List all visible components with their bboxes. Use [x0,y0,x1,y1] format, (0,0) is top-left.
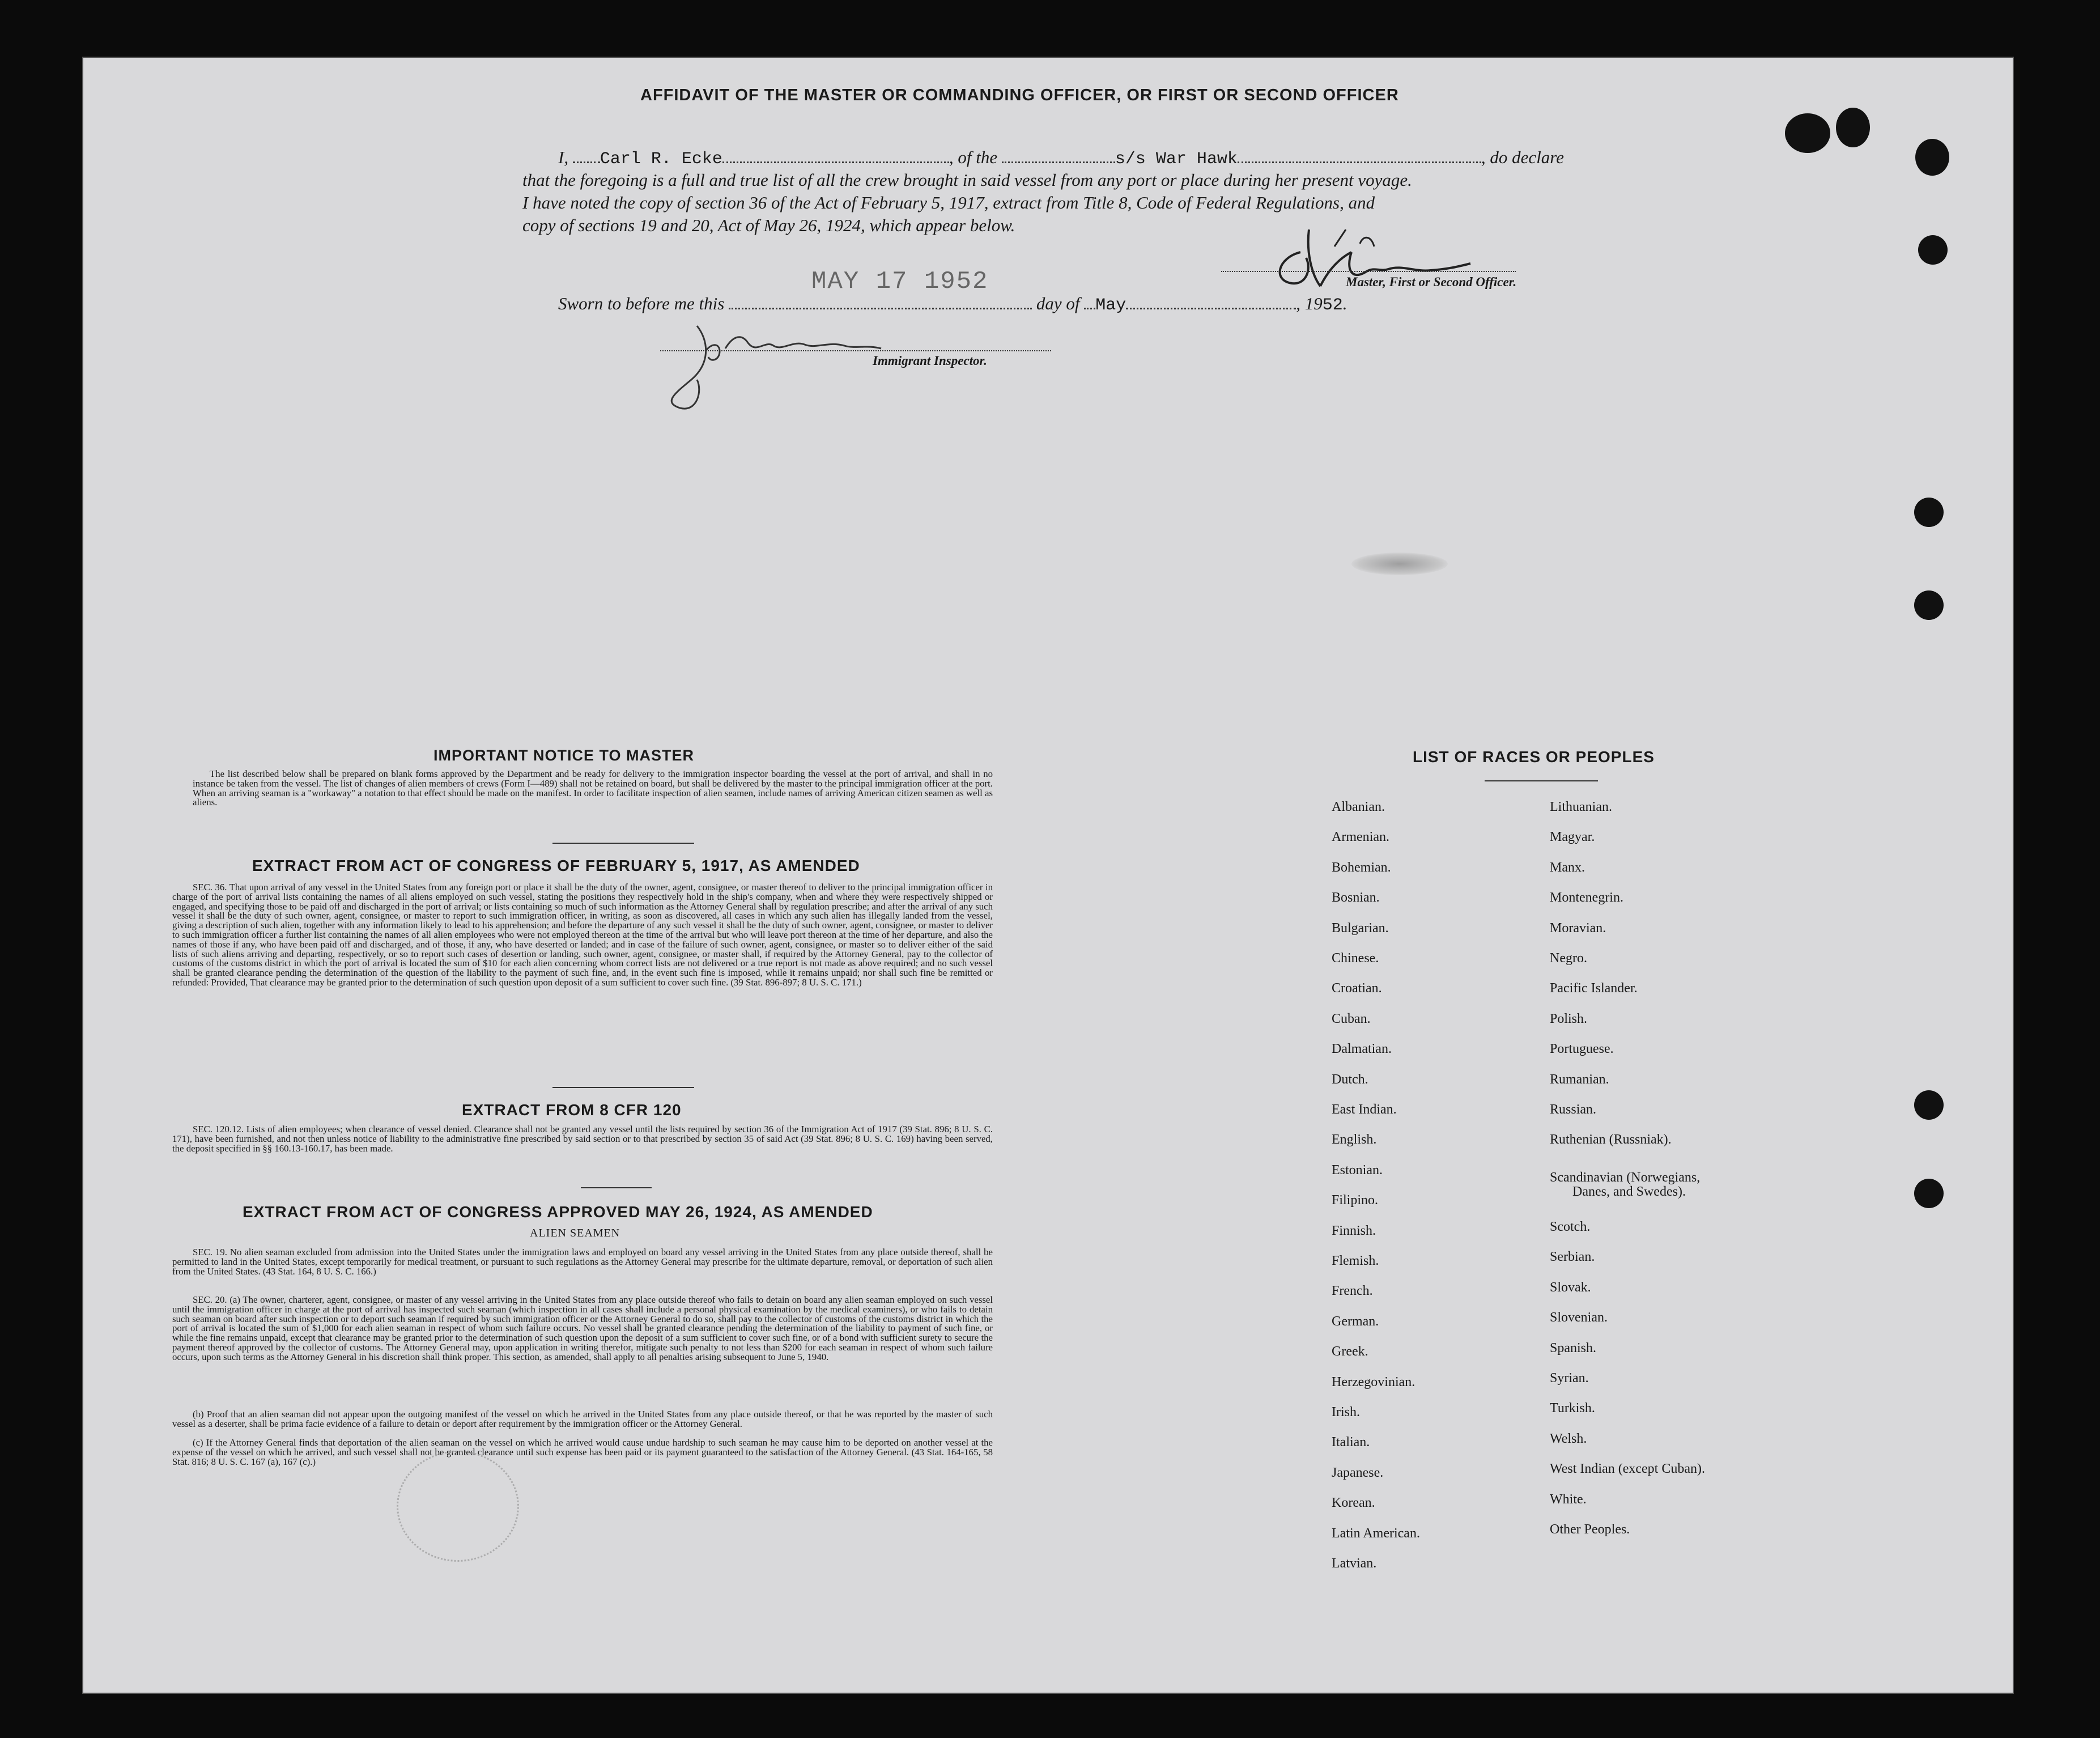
race-list-item: Korean. [1332,1495,1375,1511]
race-list-item: Chinese. [1332,951,1379,966]
punch-hole [1914,1090,1944,1120]
i-label: I, [558,147,569,167]
declaration-line-3: I have noted the copy of section 36 of the Act of February 5, 1917, extract from Title 8, Code of Federal Regulations, and [522,193,1375,213]
race-list-item: Cuban. [1332,1011,1371,1026]
races-title: LIST OF RACES OR PEOPLES [1413,748,1655,766]
race-list-item: German. [1332,1314,1379,1329]
race-list-item: East Indian. [1332,1102,1397,1117]
race-list-item: Serbian. [1550,1250,1595,1265]
do-declare-label: , do declare [1481,147,1564,167]
sworn-month: May [1095,296,1126,315]
master-caption: Master, First or Second Officer. [1346,275,1517,289]
race-list-item: Russian. [1550,1102,1597,1117]
race-list-item: Danes, and Swedes). [1572,1184,1686,1199]
inspector-signature-line [660,350,1051,351]
race-list-item: Greek. [1332,1344,1368,1359]
race-list-item: Finnish. [1332,1223,1376,1238]
master-name: Carl R. Ecke [600,150,722,169]
race-list-item: Ruthenian (Russniak). [1550,1132,1672,1148]
divider [552,1087,694,1088]
divider [1485,780,1598,781]
race-list-item: Flemish. [1332,1253,1379,1268]
race-list-item: Albanian. [1332,800,1385,814]
of-the-label: , of the [949,147,998,167]
master-signature-line [1221,271,1516,272]
extract-1924-sec20: SEC. 20. (a) The owner, charterer, agent, consignee, or master of any vessel arriving in the United States from any place outside thereof who fails to detain on board any alien seaman employed on such vessel until the immigration officer in charge at the port of arrival has inspected such seaman (which inspection in all cases shall include a personal physical examination by the medical examiners), or who fails to detain such seaman on board after such inspection or to deport such seaman if required by such immigration officer or the Attorney General to do so, shall pay to the collector of customs of the customs district in which the port of arrival is located the sum of $1,000 for each alien seaman in respect of whom such failure occurs. No vessel shall be granted clearance pending the determination of the liability to payment of such fine, or while the fine remains unpaid, except that clearance may be granted prior to the determination of such question upon the deposit of a sum sufficient to cover such fine, or of a bond with sufficient surety to secure the payment thereof approved by the collector of customs. The Attorney General may, upon application in writing therefor, mitigate such penalty to not less than $200 for each seaman in respect of whom such failure occurs, upon such terms as the Attorney General in his discretion shall think proper. This section, as amended, shall apply to all penalties arising subsequent to June 5, 1940. [172,1294,993,1362]
dotted-leader [1084,295,1095,309]
race-list-item: Syrian. [1550,1371,1589,1386]
extract-1924-title: EXTRACT FROM ACT OF CONGRESS APPROVED MAY 26, 1924, AS AMENDED [243,1203,873,1221]
race-list-item: Herzegovinian. [1332,1374,1415,1389]
affidavit-title: AFFIDAVIT OF THE MASTER OR COMMANDING OFFICER, OR FIRST OR SECOND OFFICER [640,86,1399,104]
race-list-item: Other Peoples. [1550,1522,1630,1537]
race-list-item: Estonian. [1332,1162,1383,1178]
race-list-item: Slovak. [1550,1280,1591,1295]
race-list-item: Dutch. [1332,1072,1368,1087]
extract-1924-sec20b: (b) Proof that an alien seaman did not appear upon the outgoing manifest of the vessel on which he arrived in the United States from any place outside thereof, or that he was reported by the master of such vessel as a deserter, shall be prima facie evidence of a failure to detain or deport after requirement by the immigration officer or the Attorney General. [172,1409,993,1429]
race-list-item: White. [1550,1491,1587,1507]
extract-8cfr-title: EXTRACT FROM 8 CFR 120 [462,1101,682,1119]
day-of-label: day of [1036,294,1080,313]
extract-1924-sec20c: (c) If the Attorney General finds that deportation of the alien seaman on the vessel on which he arrived would cause undue hardship to such seaman he may cause him to be deported on another vessel at the expense of the vessel on which he arrived, and such vessel shall not be granted clearance until such expense has been paid or its payment guaranteed to the satisfaction of the Attorney General. (43 Stat. 164-165, 58 Stat. 816; 8 U. S. C. 167 (a), 167 (c).) [172,1437,993,1467]
race-list-item: Spanish. [1550,1340,1597,1355]
dotted-leader [729,295,1032,309]
sworn-label: Sworn to before me this [558,294,725,313]
dotted-leader [722,149,949,163]
dotted-leader [1238,149,1481,163]
race-list-item: Croatian. [1332,981,1382,996]
punch-hole [1914,1179,1944,1208]
race-list-item: Bosnian. [1332,890,1380,906]
punch-hole [1915,139,1949,176]
declaration-line-1 [558,147,1564,169]
race-list-item: West Indian (except Cuban). [1550,1461,1705,1477]
race-list-item: Bulgarian. [1332,920,1389,936]
race-list-item: Scotch. [1550,1219,1591,1234]
sworn-year: 52 [1322,296,1343,315]
punch-hole [1914,590,1944,620]
race-list-item: Rumanian. [1550,1072,1609,1087]
punch-hole [1785,113,1830,153]
vessel-name: s/s War Hawk [1115,150,1238,169]
date-stamp: MAY 17 1952 [811,267,989,296]
smudge-mark [1351,553,1448,575]
circular-seal [397,1451,519,1562]
year-prefix: , 19 [1296,294,1323,313]
race-list-item: Italian. [1332,1435,1370,1450]
race-list-item: Latin American. [1332,1525,1420,1541]
race-list-item: Welsh. [1550,1431,1587,1446]
declaration-line-4: copy of sections 19 and 20, Act of May 26, 1924, which appear below. [522,215,1015,235]
race-list-item: Armenian. [1332,830,1389,845]
race-list-item: Turkish. [1550,1401,1595,1416]
race-list-item: Portuguese. [1550,1042,1614,1057]
race-list-item: Filipino. [1332,1193,1379,1208]
dotted-leader [573,149,600,163]
period: . [1342,294,1347,313]
extract-1924-sec19: SEC. 19. No alien seaman excluded from admission into the United States under the immigration laws and employed on board any vessel arriving in the United States from any place outside thereof, shall be permitted to land in the United States, except temporarily for medical treatment, or pursuant to such regulations as the Attorney General may prescribe for the ultimate departure, removal, or deportation of such alien from the United States. (43 Stat. 164, 8 U. S. C. 166.) [172,1247,993,1277]
declaration-line-2: that the foregoing is a full and true list of all the crew brought in said vessel from any port or place during her present voyage. [522,170,1412,190]
race-list-item: Latvian. [1332,1556,1377,1571]
punch-hole [1918,235,1948,265]
notice-body: The list described below shall be prepared on blank forms approved by the Department and be ready for delivery to the immigration inspector boarding the vessel at the port of arrival, and shall in no instance be taken from the vessel. The list of changes of alien members of crews (Form I—489) shall not be retained on board, but shall be delivered by the master to the principal immigration officer at the port. When an arriving seaman is a "workaway" a notation to that effect should be made on the manifest. In order to facilitate inspection of alien seamen, include names of arriving American citizen seamen as well as aliens. [193,768,993,808]
divider [581,1187,652,1188]
extract-1917-title: EXTRACT FROM ACT OF CONGRESS OF FEBRUARY 5, 1917, AS AMENDED [252,857,860,874]
race-list-item: Pacific Islander. [1550,981,1638,996]
extract-8cfr-body: SEC. 120.12. Lists of alien employees; when clearance of vessel denied. Clearance shall not be granted any vessel until the lists required by section 36 of the Immigration Act of 1917 (39 Stat. 896; 8 U. S. C. 171), have been furnished, and not then unless notice of liability to the administrative fine prescribed by said section or to that prescribed by section 35 of said Act (39 Stat. 896; 8 U. S. C. 169) having been served, the deposit specified in §§ 160.13-160.17, has been made. [172,1124,993,1154]
punch-hole [1914,498,1944,527]
race-list-item: Slovenian. [1550,1310,1608,1325]
race-list-item: Scandinavian (Norwegians, [1550,1170,1701,1185]
alien-seamen-subtitle: ALIEN SEAMEN [530,1227,620,1239]
sworn-line [558,294,1347,315]
race-list-item: Magyar. [1550,830,1595,845]
race-list-item: Manx. [1550,860,1585,875]
race-list-item: English. [1332,1132,1377,1148]
race-list-item: Montenegrin. [1550,890,1623,906]
dotted-leader [1002,149,1115,163]
race-list-item: French. [1332,1284,1373,1299]
extract-1917-body: SEC. 36. That upon arrival of any vessel in the United States from any foreign port or place it shall be the duty of the owner, agent, consignee, or master thereof to deliver to the principal immigration officer in charge of the port of arrival lists containing the names of all aliens employed on such vessel, stating the positions they respectively hold in the ship's company, when and where they were respectively shipped or engaged, and specifying those to be paid off and discharged in the port of arrival; or lists containing so much of such information as the Attorney General shall by regulation prescribe; and after the arrival of any such vessel it shall be the duty of such owner, agent, consignee, or master to report to such immigration officer, in writing, as soon as discovered, all cases in which any such alien has illegally landed from the vessel, giving a description of such alien, together with any information likely to lead to his apprehension; and before the departure of any such vessel it shall be the duty of such owner, agent, consignee, or master to deliver to such immigration officer a further list containing the names of all alien employees who were not employed thereon at the time of the arrival but who will leave port thereon at the time of her departure, and also the names of those if any, who have been paid off and discharged, and of those, if any, who have deserted or landed; and in case of the failure of such owner, agent, consignee, or master so to deliver either of the said lists of such aliens arriving and departing, respectively, or so to report such cases of desertion or landing, such owner, agent, consignee, or master shall, if required by the Attorney General, pay to the collector of customs of the customs district in which the port of arrival is located the sum of $10 for each alien concerning whom correct lists are not delivered or a true report is not made as above required; and no such vessel shall be granted clearance pending the determination of the question of the liability to the payment of such fine, and, in the event such fine is imposed, while it remains unpaid; nor shall such fine be remitted or refunded: Provided, That clearance may be granted prior to the determination of such question upon deposit of a sum sufficient to cover such fine. (39 Stat. 896-897; 8 U. S. C. 171.) [172,882,993,988]
divider [552,843,694,844]
notice-title: IMPORTANT NOTICE TO MASTER [433,747,694,764]
race-list-item: Dalmatian. [1332,1042,1392,1057]
race-list-item: Moravian. [1550,920,1606,936]
inspector-caption: Immigrant Inspector. [873,354,987,368]
race-list-item: Bohemian. [1332,860,1391,875]
race-list-item: Lithuanian. [1550,800,1612,814]
dotted-leader [1126,295,1296,309]
race-list-item: Polish. [1550,1011,1588,1026]
punch-hole [1836,108,1870,147]
race-list-item: Irish. [1332,1405,1360,1420]
race-list-item: Japanese. [1332,1465,1384,1480]
race-list-item: Negro. [1550,951,1587,966]
